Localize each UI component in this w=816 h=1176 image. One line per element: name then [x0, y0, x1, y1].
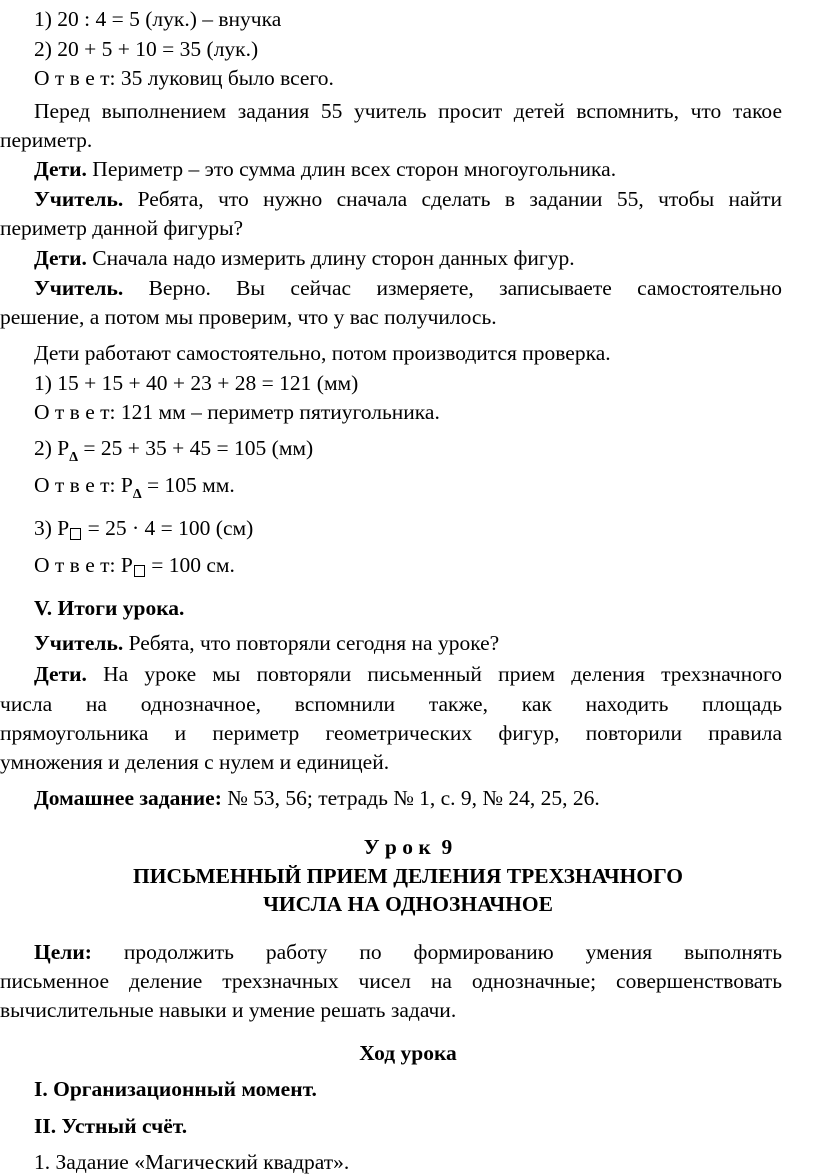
section-heading: Ход урока: [359, 1041, 457, 1065]
answer-line: О т в е т: P = 100 см.: [34, 553, 235, 577]
speaker-label: Учитель.: [34, 631, 124, 655]
speaker-label: Учитель.: [34, 187, 124, 211]
dialog-line: умножения и деления с нулем и единицей.: [0, 750, 390, 774]
text-line: Дети работают самостоятельно, потом производится проверка.: [34, 341, 611, 365]
section-heading: II. Устный счёт.: [34, 1114, 188, 1138]
text-line: 1. Задание «Магический квадрат».: [34, 1150, 350, 1174]
goals-line: вычислительные навыки и умение решать задачи.: [0, 998, 457, 1022]
dialog-text: Ребята, что повторяли сегодня на уроке?: [123, 631, 500, 655]
speaker-label: Дети.: [34, 246, 87, 270]
paragraph-line: периметр.: [0, 128, 93, 152]
lesson-title: ПИСЬМЕННЫЙ ПРИЕМ ДЕЛЕНИЯ ТРЕХЗНАЧНОГО: [133, 864, 683, 888]
formula-line: 3) P = 25 · 4 = 100 (см): [34, 516, 254, 540]
dialog-line: прямоугольника и периметр геометрических фигур, повторили правила: [0, 721, 782, 745]
dialog-line: [34, 660, 782, 688]
dialog-line: [34, 155, 782, 183]
dialog-text: Сначала надо измерить длину сторон данных фигур.: [86, 246, 575, 270]
dialog-text: Верно. Вы сейчас измеряете, записываете самостоятельно: [123, 276, 782, 300]
dialog-line: числа на однозначное, вспомнили также, как находить площадь: [0, 692, 782, 716]
dialog-text: Ребята, что нужно сначала сделать в задании 55, чтобы найти: [123, 187, 782, 211]
speaker-label: Учитель.: [34, 276, 124, 300]
section-heading: I. Организационный момент.: [34, 1077, 317, 1101]
text-line: 2) 20 + 5 + 10 = 35 (лук.): [34, 37, 259, 61]
goals-line: письменное деление трехзначных чисел на однозначные; совершенствовать: [0, 969, 782, 993]
paragraph-line: Перед выполнением задания 55 учитель просит детей вспомнить, что такое: [34, 99, 782, 123]
speaker-label: Дети.: [34, 157, 87, 181]
lesson-title: ЧИСЛА НА ОДНОЗНАЧНОЕ: [263, 892, 553, 916]
goals-line: Цели: продолжить работу по формированию умения выполнять: [34, 940, 782, 964]
goals-label: Цели:: [34, 940, 92, 964]
triangle-symbol: Δ: [69, 450, 79, 465]
dialog-text: На уроке мы повторяли письменный прием деления трехзначного: [86, 662, 782, 686]
dialog-line: решение, а потом мы проверим, что у вас получилось.: [0, 305, 497, 329]
dialog-text: Периметр – это сумма длин всех сторон многоугольника.: [86, 157, 617, 181]
dialog-line: [34, 244, 782, 272]
homework-label: Домашнее задание:: [34, 786, 222, 810]
answer-line: О т в е т: 35 луковиц было всего.: [34, 66, 334, 90]
dialog-line: периметр данной фигуры?: [0, 216, 244, 240]
formula-line: 2) $P_\Delta = 25 + 35 + 45 = 105$ (мм): [34, 436, 314, 465]
square-icon: [134, 565, 145, 577]
square-icon: [70, 528, 81, 540]
lesson-number: У р о к 9: [363, 835, 453, 859]
speaker-label: Дети.: [34, 662, 87, 686]
homework-line: Домашнее задание: № 53, 56; тетрадь № 1, с. 9, № 24, 25, 26.: [34, 786, 600, 810]
text-line: 1) 20 : 4 = 5 (лук.) – внучка: [34, 7, 282, 31]
section-heading: V. Итоги урока.: [34, 596, 185, 620]
dialog-line: [34, 274, 782, 302]
triangle-symbol: Δ: [132, 487, 142, 502]
dialog-line: [34, 185, 782, 213]
answer-line: О т в е т: 121 мм – периметр пятиугольника.: [34, 400, 440, 424]
answer-line: О т в е т: $P_\Delta = 105$ мм.: [34, 473, 235, 502]
text-line: 1) 15 + 15 + 40 + 23 + 28 = 121 (мм): [34, 371, 359, 395]
dialog-line: [34, 629, 782, 657]
